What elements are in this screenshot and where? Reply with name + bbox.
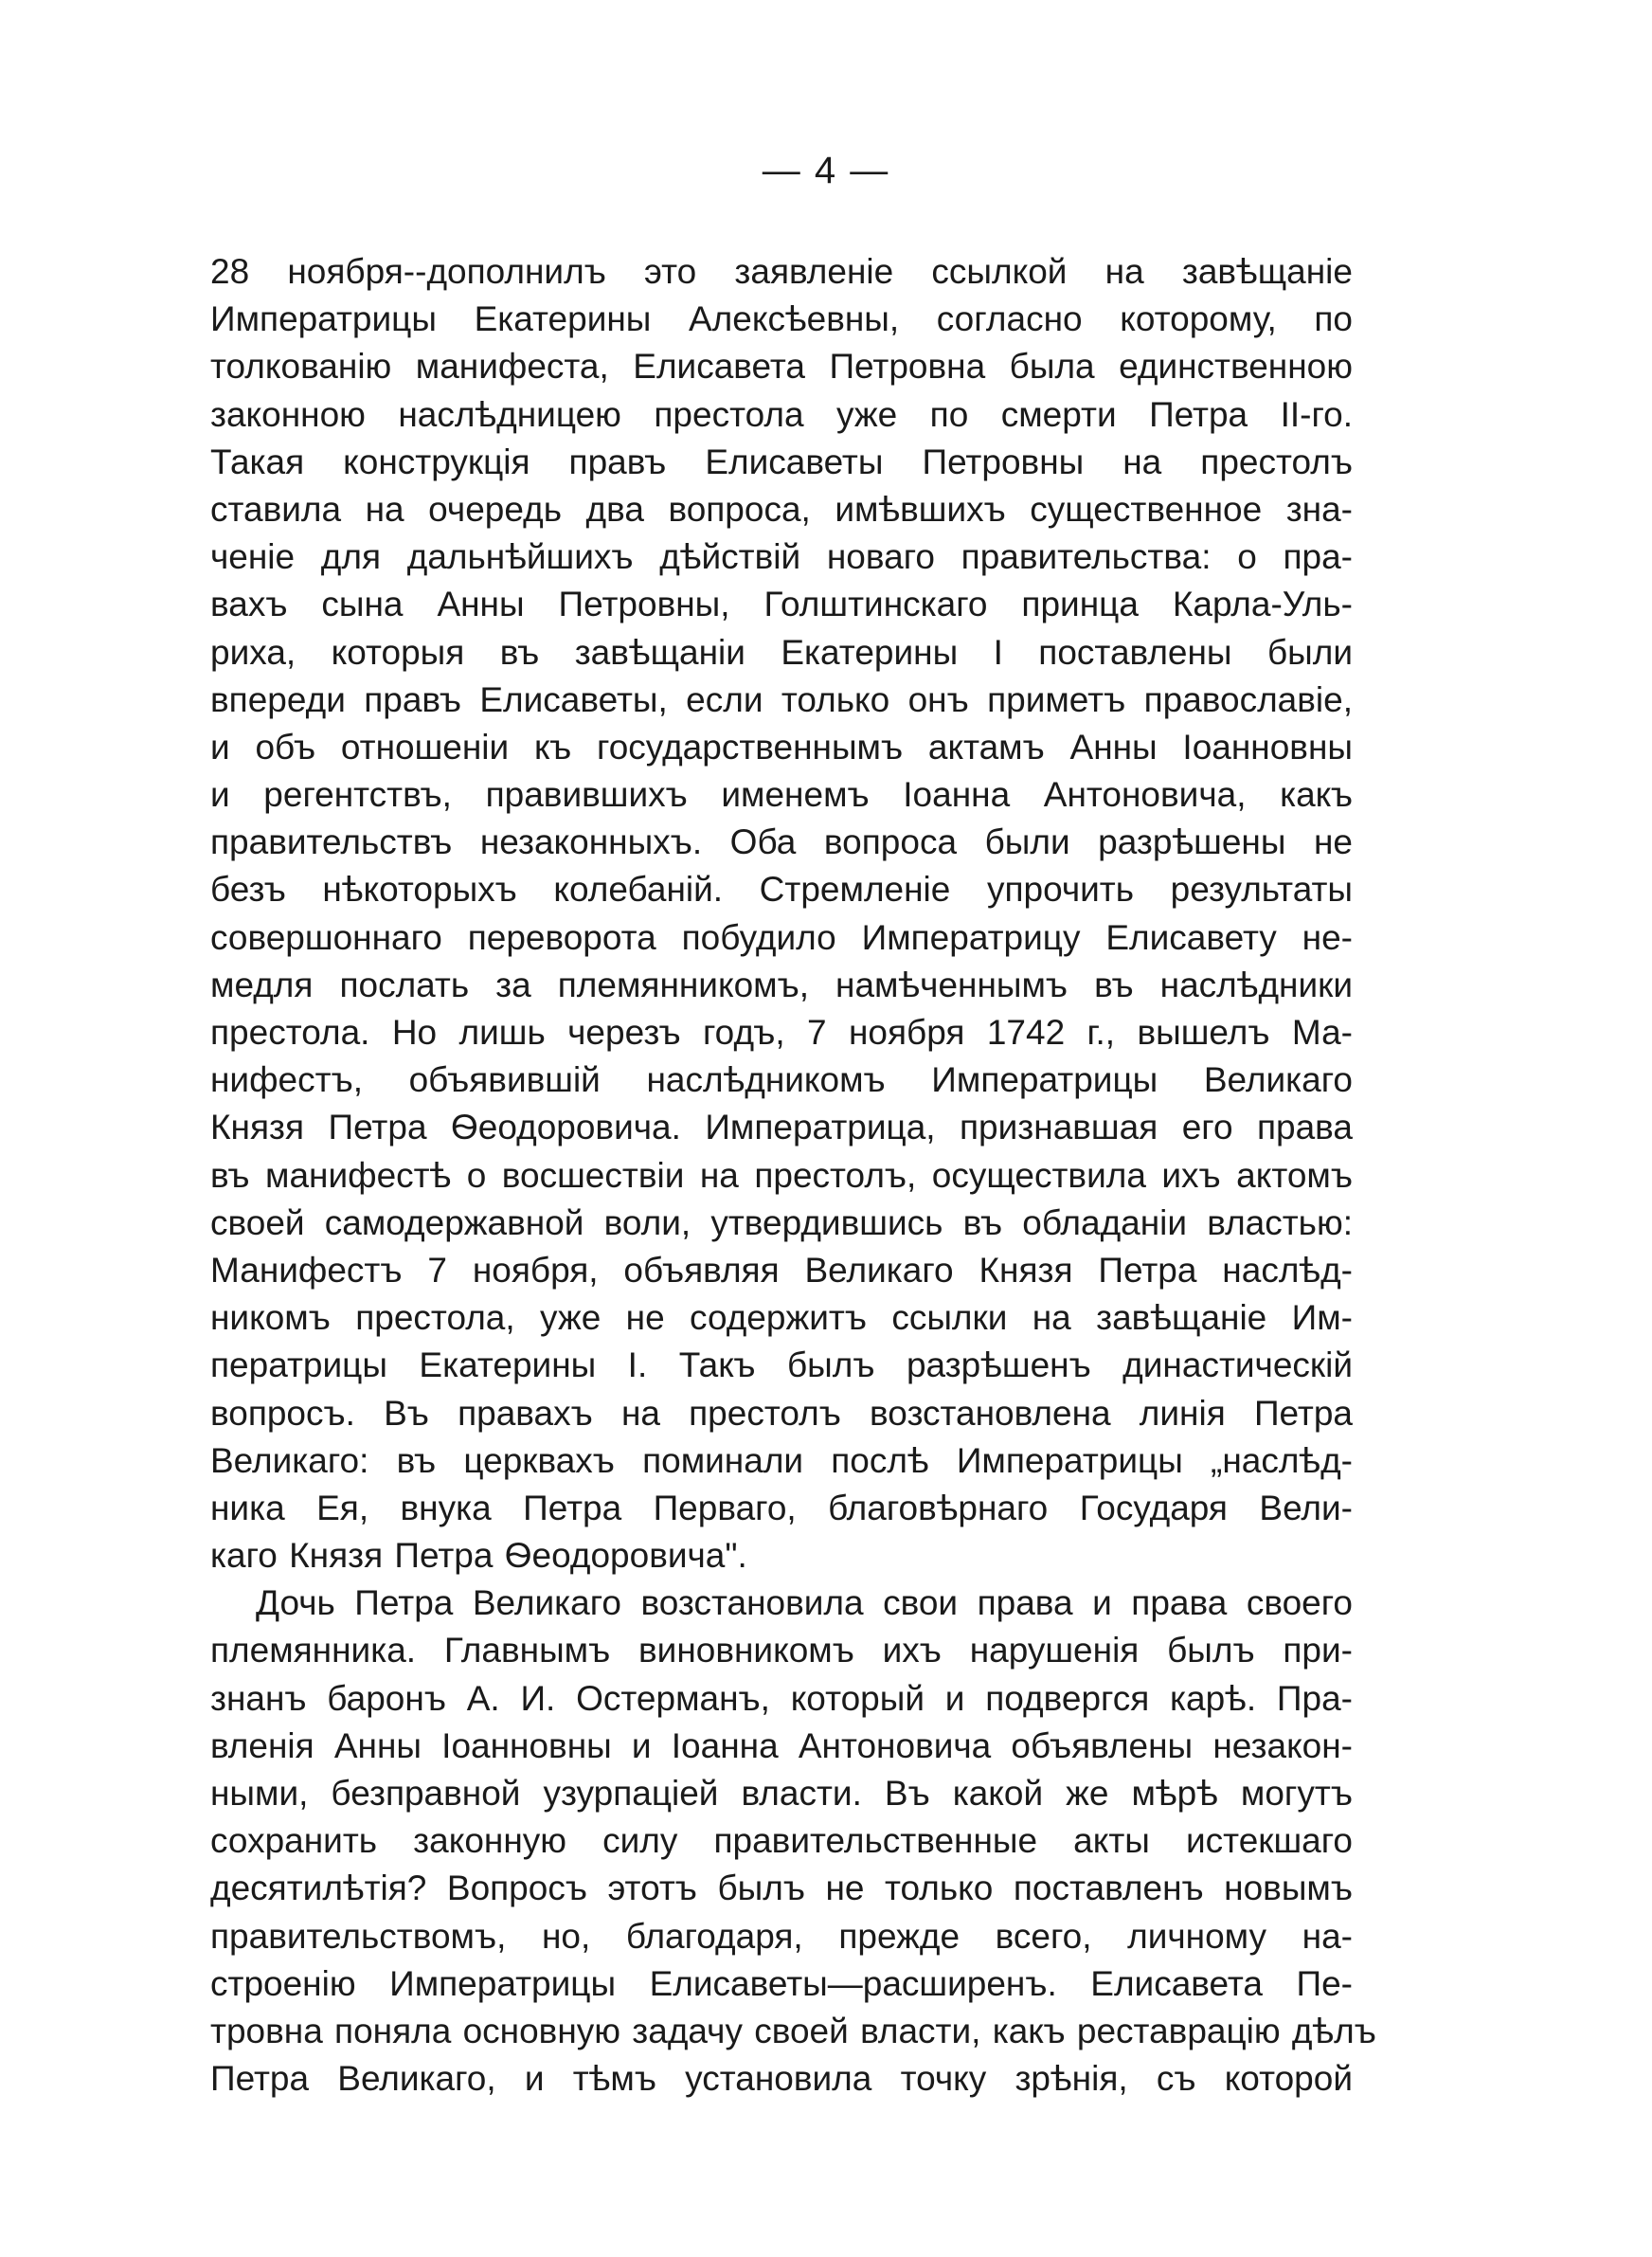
- body-text: [210, 248, 1376, 2103]
- text-line: сохранить законную силу правительственные акты истекшаго: [210, 1821, 1353, 1861]
- text-line: ными, безправной узурпаціей власти. Въ какой же мѣрѣ могутъ: [210, 1774, 1353, 1813]
- text-line: Великаго: въ церквахъ поминали послѣ Императрицы „наслѣд-: [210, 1440, 1353, 1480]
- text-line: знанъ баронъ А. И. Остерманъ, который и подвергся карѣ. Пра-: [210, 1678, 1353, 1718]
- text-line: ченіе для дальнѣйшихъ дѣйствій новаго правительства: о пра-: [210, 537, 1353, 577]
- page-number: — 4 —: [762, 150, 890, 191]
- text-line: Манифестъ 7 ноября, объявляя Великаго Князя Петра наслѣд-: [210, 1250, 1353, 1290]
- text-line: ператрицы Екатерины I. Такъ былъ разрѣшенъ династическій: [210, 1345, 1353, 1385]
- text-line: племянника. Главнымъ виновникомъ ихъ нарушенія былъ при-: [210, 1631, 1353, 1670]
- paragraph-2: [210, 1580, 1376, 2103]
- text-line: престола. Но лишь черезъ годъ, 7 ноября 1742 г., вышелъ Ма-: [210, 1013, 1353, 1052]
- text-line: строенію Императрицы Елисаветы—расширенъ. Елисавета Пе-: [210, 1963, 1353, 2003]
- text-line: нифестъ, объявившій наслѣдникомъ Императрицы Великаго: [210, 1060, 1353, 1100]
- text-line: впереди правъ Елисаветы, если только онъ приметъ православіе,: [210, 679, 1353, 719]
- text-line: каго Князя Петра Ѳеодоровича".: [210, 1536, 747, 1576]
- text-line: Петра Великаго, и тѣмъ установила точку зрѣнія, съ которой: [210, 2059, 1353, 2099]
- text-line: своей самодержавной воли, утвердившись въ обладаніи властью:: [210, 1202, 1353, 1242]
- text-line: въ манифестѣ о восшествіи на престолъ, осуществила ихъ актомъ: [210, 1155, 1353, 1195]
- text-line: Дочь Петра Великаго возстановила свои права и права своего: [256, 1583, 1353, 1623]
- text-line: вленія Анны Іоанновны и Іоанна Антоновича объявлены незакон-: [210, 1725, 1353, 1765]
- text-line: и регентствъ, правившихъ именемъ Іоанна Антоновича, какъ: [210, 775, 1353, 815]
- text-line: ника Ея, внука Петра Перваго, благовѣрнаго Государя Вели-: [210, 1488, 1353, 1527]
- text-line: Императрицы Екатерины Алексѣевны, согласно которому, по: [210, 299, 1353, 339]
- text-line: Князя Петра Ѳеодоровича. Императрица, признавшая его права: [210, 1108, 1353, 1147]
- text-line: безъ нѣкоторыхъ колебаній. Стремленіе упрочить результаты: [210, 870, 1353, 910]
- paragraph-1: [210, 248, 1353, 1580]
- text-line: правительствъ незаконныхъ. Оба вопроса были разрѣшены не: [210, 822, 1353, 862]
- text-line: и объ отношеніи къ государственнымъ актамъ Анны Іоанновны: [210, 727, 1353, 767]
- text-line: медля послать за племянникомъ, намѣченнымъ въ наслѣдники: [210, 965, 1353, 1004]
- text-line: Такая конструкція правъ Елисаветы Петровны на престолъ: [210, 442, 1353, 481]
- text-line: ставила на очередь два вопроса, имѣвшихъ существенное зна-: [210, 489, 1353, 529]
- text-line: вахъ сына Анны Петровны, Голштинскаго принца Карла-Уль-: [210, 585, 1353, 624]
- text-line: правительствомъ, но, благодаря, прежде всего, личному на-: [210, 1916, 1353, 1956]
- text-line: совершоннаго переворота побудило Императрицу Елисавету не-: [210, 917, 1353, 957]
- text-line: риха, которыя въ завѣщаніи Екатерины I поставлены были: [210, 632, 1353, 672]
- text-line: тровна поняла основную задачу своей власти, какъ реставрацію дѣлъ: [210, 2011, 1376, 2050]
- text-line: 28 ноября--дополнилъ это заявленіе ссылкой на завѣщаніе: [210, 252, 1353, 291]
- text-line: законною наслѣдницею престола уже по смерти Петра II-го.: [210, 394, 1353, 434]
- text-line: десятилѣтія? Вопросъ этотъ былъ не только поставленъ новымъ: [210, 1869, 1353, 1908]
- text-line: толкованію манифеста, Елисавета Петровна была единственною: [210, 347, 1353, 387]
- text-line: вопросъ. Въ правахъ на престолъ возстановлена линія Петра: [210, 1393, 1353, 1433]
- text-line: никомъ престола, уже не содержитъ ссылки на завѣщаніе Им-: [210, 1298, 1353, 1338]
